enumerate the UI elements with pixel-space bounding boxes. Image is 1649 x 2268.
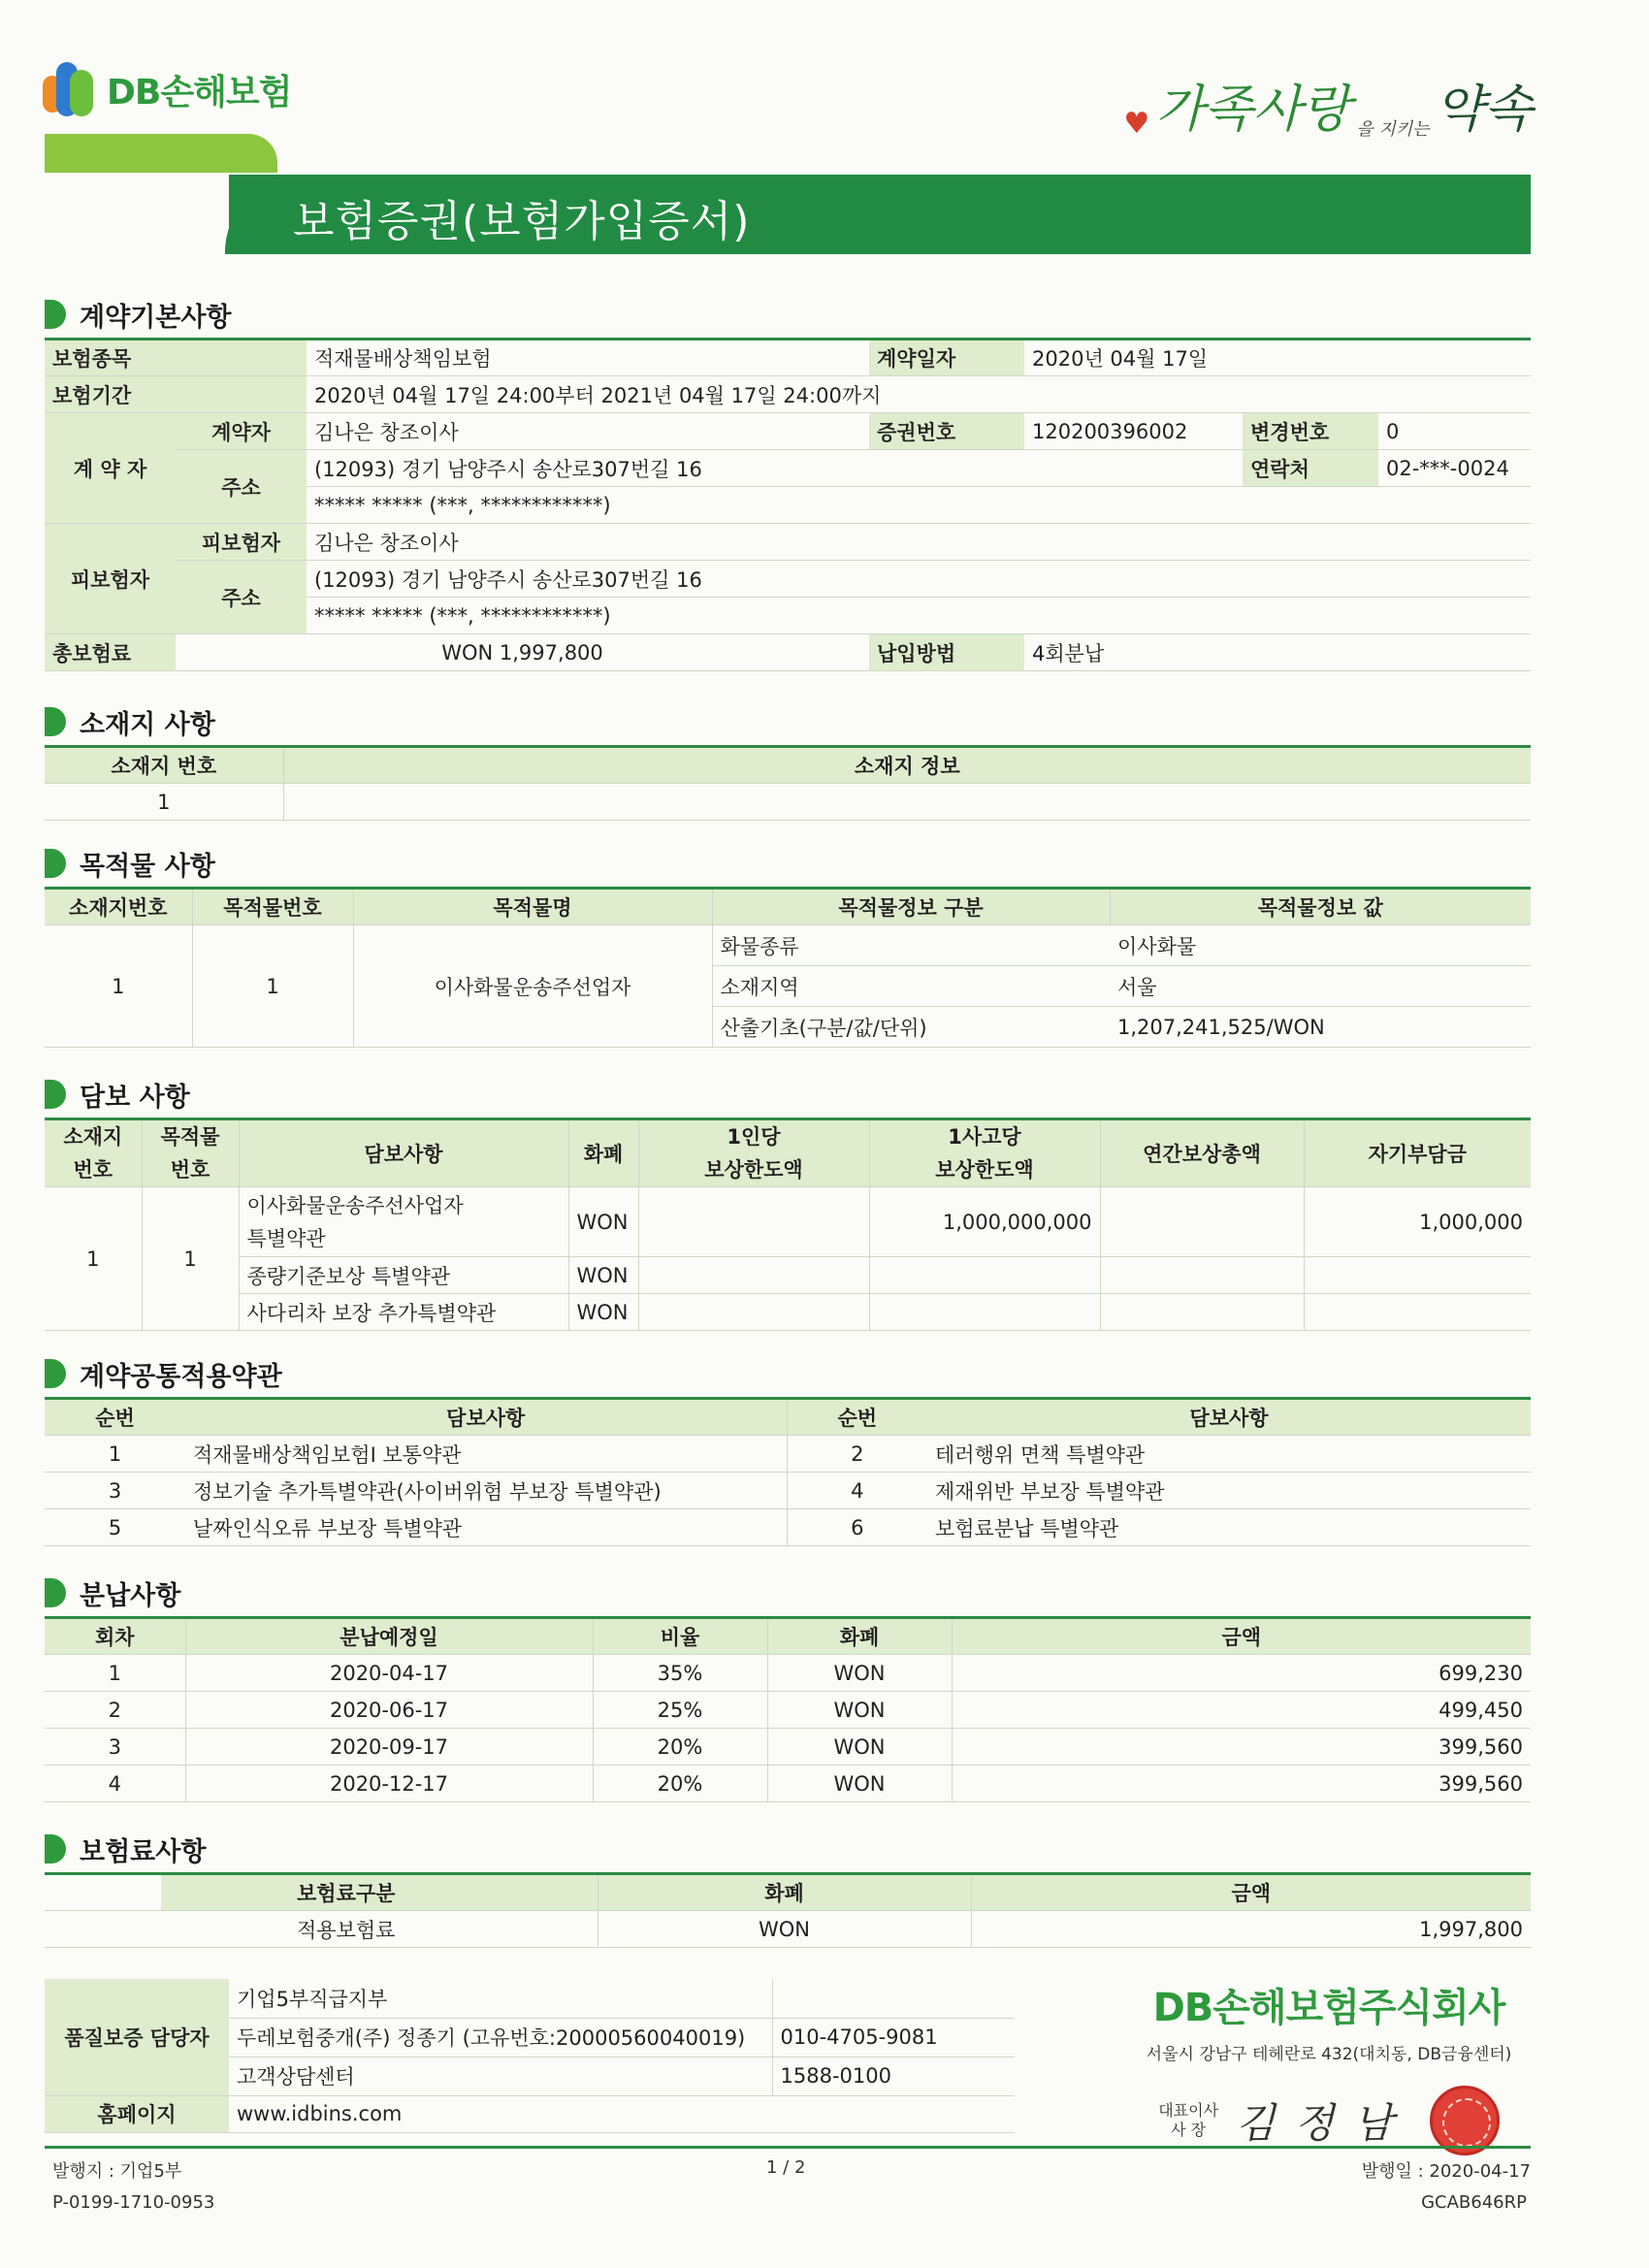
location-table [45,745,1531,821]
slogan-part-3: 약속 [1435,81,1533,139]
col-deductible: 자기부담금 [1304,1119,1531,1187]
col-location-info: 소재지 정보 [283,747,1531,784]
heart-icon: ♥ [1123,107,1150,141]
homepage-link[interactable]: www.idbins.com [229,2095,772,2132]
page-title: 보험증권(보험가입증서) [293,197,751,246]
footer-code-right: GCAB646RP [1421,2192,1527,2213]
value-policy-no: 120200396002 [1024,413,1243,450]
cell-seq: 4 [787,1473,927,1509]
cell-term: 테러행위 면책 특별약관 [927,1436,1531,1473]
cell-location-info [283,784,1531,821]
cell-premium-type: 적용보험료 [161,1911,598,1948]
table-row [45,1187,1531,1257]
section-title: 담보 사항 [80,1082,190,1113]
cell-date: 2020-12-17 [185,1766,593,1802]
value-insured: 김나은 창조이사 [307,524,1531,561]
section-bullet-icon [45,1359,66,1388]
cell-loc-no: 1 [45,1187,142,1331]
section-bullet-icon [45,300,66,329]
col-date: 분납예정일 [185,1618,593,1655]
section-premium [45,1831,206,1866]
value-contract-date: 2020년 04월 17일 [1024,340,1531,376]
table-row [45,784,1531,821]
installment-table [45,1616,1531,1802]
cell-date: 2020-06-17 [185,1692,593,1729]
table-row [45,1655,1531,1692]
cell-seq: 3 [45,1473,185,1509]
col-annual: 연간보상총액 [1100,1119,1304,1187]
table-row [45,1257,1531,1294]
cell-currency: WON [568,1294,638,1331]
section-title: 목적물 사항 [80,851,215,882]
footer-divider [45,2146,1531,2149]
table-row [45,925,1531,966]
cell-amount: 1,997,800 [971,1911,1531,1948]
cell-info-value: 이사화물 [1110,925,1531,966]
footer-code-left: P-0199-1710-0953 [52,2192,215,2213]
value-insured-address2: ***** ***** (***, ************) [307,598,1531,634]
cell-date: 2020-09-17 [185,1729,593,1766]
section-object [45,846,215,881]
cell-date: 2020-04-17 [185,1655,593,1692]
section-title: 보험료사항 [80,1836,207,1867]
cell-info-value: 1,207,241,525/WON [1110,1007,1531,1048]
company-block [1125,1977,1533,2155]
cell-amount: 399,560 [952,1766,1531,1802]
col-rate: 비율 [593,1618,767,1655]
col-seq: 순번 [787,1399,927,1436]
cell-rate: 35% [593,1655,767,1692]
label-contractor-group: 계 약 자 [45,413,176,524]
col-obj-no: 목적물 번호 [142,1119,239,1187]
label-homepage: 홈페이지 [45,2095,229,2132]
label-change-no: 변경번호 [1243,413,1378,450]
section-title: 분납사항 [80,1580,181,1611]
cell-coverage-name: 종량기준보상 특별약관 [239,1257,568,1294]
cell-per-accident: 1,000,000,000 [869,1187,1100,1257]
table-row [45,1509,1531,1546]
cell-term: 보험료분납 특별약관 [927,1509,1531,1546]
slogan-part-1: 가족사랑 [1155,81,1351,139]
value-product: 적재물배상책임보험 [307,340,869,376]
table-row [45,1729,1531,1766]
qa-center-phone: 1588-0100 [772,2057,1015,2095]
cell-round: 4 [45,1766,185,1802]
table-row [45,1692,1531,1729]
company-logo [41,54,291,124]
col-amount: 금액 [971,1874,1531,1911]
label-payment: 납입방법 [869,634,1024,671]
col-obj-no: 목적물번호 [192,889,353,925]
common-terms-table [45,1397,1531,1546]
col-per-accident: 1사고당 보상한도액 [869,1119,1100,1187]
col-coverage: 담보사항 [239,1119,568,1187]
cell-annual [1100,1187,1304,1257]
coverage-table [45,1118,1531,1331]
cell-info-value: 서울 [1110,966,1531,1007]
col-coverage: 담보사항 [927,1399,1531,1436]
cell-coverage-name: 사다리차 보장 추가특별약관 [239,1294,568,1331]
banner-accent [45,134,277,173]
table-row [45,1911,1531,1948]
section-bullet-icon [45,1080,66,1109]
section-common-terms [45,1356,282,1391]
value-change-no: 0 [1378,413,1531,450]
db-logo-icon [41,54,101,124]
cell-deductible: 1,000,000 [1304,1187,1531,1257]
col-obj-info-type: 목적물정보 구분 [712,889,1110,925]
title-banner [45,134,1531,255]
cell-info-key: 소재지역 [712,966,1110,1007]
qa-center: 고객상담센터 [229,2057,772,2095]
cell-seq: 5 [45,1509,185,1546]
col-loc-no: 소재지번호 [45,889,192,925]
section-title: 계약기본사항 [80,302,232,333]
label-insured: 피보험자 [176,524,307,561]
footer-page: 1 / 2 [766,2157,806,2178]
value-contractor: 김나은 창조이사 [307,413,869,450]
cell-round: 2 [45,1692,185,1729]
col-currency: 화폐 [767,1618,952,1655]
cell-obj-no: 1 [142,1187,239,1331]
company-address: 서울시 강남구 테헤란로 432(대치동, DB금융센터) [1146,2045,1512,2064]
cell-amount: 399,560 [952,1729,1531,1766]
cell-term: 제재위반 부보장 특별약관 [927,1473,1531,1509]
cell-currency: WON [598,1911,971,1948]
cell-term: 적재물배상책임보험I 보통약관 [185,1436,787,1473]
value-contractor-address: (12093) 경기 남양주시 송산로307번길 16 [307,450,1243,487]
cell-per-person [638,1187,869,1257]
footer-issue-date: 발행일 : 2020-04-17 [1361,2161,1531,2182]
value-contact: 02-***-0024 [1378,450,1531,487]
table-row [45,1766,1531,1802]
table-row [45,1436,1531,1473]
value-period: 2020년 04월 17일 24:00부터 2021년 04월 17일 24:00까지 [307,376,1531,413]
basic-table [45,338,1531,671]
col-loc-no: 소재지 번호 [45,1119,142,1187]
cell-term: 정보기술 추가특별약관(사이버위험 부보장 특별약관) [185,1473,787,1509]
label-insured-group: 피보험자 [45,524,176,634]
cell-term: 날짜인식오류 부보장 특별약관 [185,1509,787,1546]
cell-seq: 1 [45,1436,185,1473]
cell-location-no: 1 [45,784,283,821]
qa-agent: 두레보험중개(주) 정종기 (고유번호:20000560040019) [229,2018,772,2057]
col-seq: 순번 [45,1399,185,1436]
value-insured-address: (12093) 경기 남양주시 송산로307번길 16 [307,561,1531,598]
section-bullet-icon [45,1834,66,1863]
label-contact: 연락처 [1243,450,1378,487]
label-contract-date: 계약일자 [869,340,1024,376]
cell-currency: WON [767,1729,952,1766]
col-premium-type: 보험료구분 [161,1874,598,1911]
cell-round: 1 [45,1655,185,1692]
value-contractor-address2: ***** ***** (***, ************) [307,487,1531,524]
col-location-no: 소재지 번호 [45,747,283,784]
qa-dept: 기업5부직급지부 [229,1979,772,2018]
col-coverage: 담보사항 [185,1399,787,1436]
logo-text: DB손해보험 [107,72,292,113]
col-round: 회차 [45,1618,185,1655]
footer-issuer: 발행지 : 기업5부 [52,2161,182,2182]
premium-table [45,1872,1531,1948]
section-installment [45,1575,180,1610]
table-row [45,1294,1531,1331]
ceo-signature: 김정남 [1236,2099,1412,2147]
cell-info-key: 산출기초(구분/값/단위) [712,1007,1110,1048]
company-name: DB손해보험주식회사 [1152,1986,1505,2030]
cell-obj-no: 1 [192,925,353,1048]
col-amount: 금액 [952,1618,1531,1655]
qa-agent-phone: 010-4705-9081 [772,2018,1015,2057]
value-payment: 4회분납 [1024,634,1531,671]
label-period: 보험기간 [45,376,307,413]
cell-amount: 699,230 [952,1655,1531,1692]
cell-rate: 20% [593,1729,767,1766]
cell-amount: 499,450 [952,1692,1531,1729]
cell-loc-no: 1 [45,925,192,1048]
section-title: 계약공통적용약관 [80,1361,282,1392]
col-obj-name: 목적물명 [353,889,712,925]
section-bullet-icon [45,1578,66,1607]
cell-seq: 2 [787,1436,927,1473]
section-bullet-icon [45,707,66,736]
cell-obj-name: 이사화물운송주선업자 [353,925,712,1048]
qa-table [45,1979,1015,2133]
value-premium: WON 1,997,800 [176,634,869,671]
cell-rate: 20% [593,1766,767,1802]
object-table [45,887,1531,1048]
slogan-part-2: 을 지키는 [1356,119,1430,140]
cell-seq: 6 [787,1509,927,1546]
cell-currency: WON [767,1766,952,1802]
cell-currency: WON [568,1187,638,1257]
label-insured-address: 주소 [176,561,307,634]
section-location [45,704,215,739]
label-contractor: 계약자 [176,413,307,450]
label-contractor-address: 주소 [176,450,307,524]
cell-currency: WON [568,1257,638,1294]
table-row [45,1473,1531,1509]
label-product: 보험종목 [45,340,307,376]
section-bullet-icon [45,849,66,878]
section-coverage [45,1077,190,1112]
cell-info-key: 화물종류 [712,925,1110,966]
label-policy-no: 증권번호 [869,413,1024,450]
cell-rate: 25% [593,1692,767,1729]
section-title: 소재지 사항 [80,709,215,740]
cell-currency: WON [767,1655,952,1692]
col-obj-info-value: 목적물정보 값 [1110,889,1531,925]
label-premium: 총보험료 [45,634,176,671]
slogan [1123,68,1533,141]
section-basic [45,297,232,332]
col-per-person: 1인당 보상한도액 [638,1119,869,1187]
ceo-title: 대표이사 사 장 [1158,2101,1219,2139]
label-qa: 품질보증 담당자 [45,1979,229,2095]
cell-currency: WON [767,1692,952,1729]
col-currency: 화폐 [568,1119,638,1187]
cell-round: 3 [45,1729,185,1766]
cell-coverage-name: 이사화물운송주선사업자 특별약관 [239,1187,568,1257]
col-currency: 화폐 [598,1874,971,1911]
